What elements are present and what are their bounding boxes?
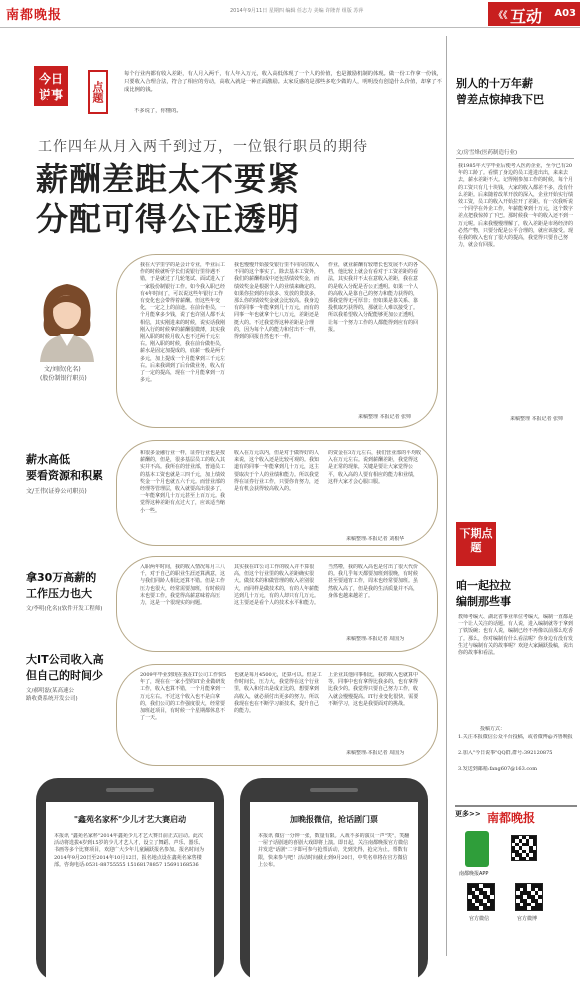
story1-col-3: 的资金在3万元左右，我们营业部的平均收入在万元左右。说到薪酬差距，我觉得这是正常的现象，关键是要让大家觉得公平，收入高的人要有相应的能力和业绩，这样大家才会心服口服。 [328, 450, 422, 485]
story3-col-3: 上企业其他同事相比，我的收入也就算中等，同事中也有拿得比我多的，也有拿得比我少的。我觉得只要自己努力工作，收入就会慢慢提高。IT行业变化很快，需要不断学习，这也是我要面对的挑战。 [328, 672, 419, 707]
article-title-line1: 薪酬差距太不要紧 [36, 160, 301, 198]
article-subtitle: 工作四年从月入两千到过万，一位银行职员的期待 [38, 139, 368, 155]
right-rule [456, 158, 574, 159]
main-col-3: 作业，就业薪酬有较增长也发展不大的各档，他比较上就会有看对于工资差距的看法，其实我并不太在意收入差距，我在意的是收入分配是否公正透明。如果一个人的高收入是靠自己的努力和能力获得的，那我觉得无可厚非；但如果是靠关系、靠投机取巧获得的，那就让人难以接受了。所以我希望收入分配能够更加公正透明，让每一个努力工作的人都能得到应有的回报。 [328, 262, 419, 333]
author-avatar [30, 270, 104, 362]
next-title-line2: 编制那些事 [456, 595, 511, 608]
story1-note: 来稿整理:本报记者 刘根华 [346, 536, 405, 542]
phone2-body: 本报讯 微信一分钟一张，数量有限。入戏不多的演员一声"笑"，笑翻一屋子话剧迷的喜剧大戏即将上演。即日起，关注南都晚报官方微信并发送"话剧"二字即可参与抢票活动，先到先得，抢完为止。票数有限，快来参与吧！活动时间截止到9月20日，中奖名单将在官方微信上公布。 [258, 833, 410, 868]
main-col-2: 我也慢慢开始接受银行里不同岗位收入不同的这个事实了。除去基本工资外，我们的薪酬构成中还包括绩效奖金，而绩效奖金是根据个人的业绩来确定的。如果你拉到的存款多、发放的贷款多，那么你的绩效奖金就会比较高。我身边有的同事一年能拿到几十万元，而有的同事一年也就拿个七八万元，差距还是挺大的。不过我觉得这种差距是合理的，因为每个人的能力和付出不一样，得到的回报自然也不一样。 [234, 262, 320, 341]
story2-col-2: 其实我在IT公司工作的收入并不算很高，但这个行业里的收入差距确实很大。做技术的和做管理的收入差别很大，而同样是做技术的，有的人年薪能达到几十万元，有的人却只有几万元。这主要还是看个人的技术水平和能力。 [234, 564, 320, 607]
phone-ad-1 [36, 778, 224, 981]
story2-author: 文/李明(化名)(软件开发工程师) [26, 606, 103, 612]
today-label: 今日说事 [34, 66, 68, 106]
app-label: 南都晚报APP [459, 871, 489, 877]
right-body: 我1985年大学毕业后便考入医药企业，至今已有20年的工龄了。看惯了身边的员工进进出出，来来去去，薪水差距不大。记得刚参加工作的时候，每个月的工资只有几十块钱，大家的收入都差不多，没有什么差距。后来随着改革开放的深入，企业开始实行绩效工资，员工的收入开始拉开了差距。有一次我听说一个同学在外企工作，年薪能拿到十万元，这个数字差点把我惊掉了下巴。那时候我一年的收入还不到一万元呢。后来我慢慢理解了，收入差距是市场经济的必然产物，只要分配是公平合理的，就应该接受。现在我的收入也有了很大的提高，我觉得只要自己努力，就会有回报。 [458, 163, 574, 249]
intro-text: 每个行业内都有收入差距，有人月入两千，有人年入万元，收入高低体现了一个人的价值，也是激励机制的体现。做一份工作拿一份钱，只要收入合理合法，符合了相应的劳动，高收入就是一种正面激励。太家反感的是那些多吃少做的人，明明没有创造什么价值，却拿了不成比例的钱。 [124, 71, 442, 93]
app-icon[interactable] [465, 831, 489, 867]
story3-author-line1: 文/郝明磊(某高速公 [26, 688, 74, 694]
phone2-title: 加晚报微信，抢话剧门票 [290, 815, 378, 824]
next-title-line1: 咱一起拉拉 [456, 579, 511, 592]
phone1-title: "鑫苑名家杯"少儿才艺大赛启动 [73, 815, 187, 824]
story2-title-line1: 拿30万高薪的 [26, 571, 97, 584]
more-box [455, 805, 577, 933]
qr-code-weibo-icon [515, 883, 543, 911]
chevron-double-icon: 《《 [494, 11, 508, 21]
today-label-pointer [45, 96, 57, 104]
right-author: 文/房雪烽(医药制造行业) [456, 150, 518, 156]
more-logo: 南都晚报 [487, 811, 536, 825]
column-divider [446, 36, 447, 956]
author-name: 文/刘欣(化名) [44, 366, 81, 373]
more-label: 更多>> [455, 810, 481, 818]
author-role: (股份制银行职员) [40, 375, 87, 382]
phone-screen-2 [250, 802, 418, 981]
article-title-line2: 分配可得公正透明 [36, 200, 301, 238]
main-col-1: 我在大学里学的是会计专业，毕业后工作的时候就听学长们说银行里待遇不错，于是就过了几轮笔试、面试进入了一家股份制银行工作。如今我入职已经有4年时间了，可以说这些年银行工作有变化也会带得着薪酬。但这些年变化，一定之上的前途。在前台柜员，一个月能拿多少钱，说了也许别人都不太相信，其实刚进来的时候，说实话我刚刚入行的时候拿的薪酬很微薄，其实我刚入职的时候月收入也不过两千元左右。刚入职的时候，我在前台做柜员，薪水是固定加提成的，底薪一般是两千多元，加上提成一个月能拿到三千元左右。后来我调到了后台做业务，收入有了一定的提高，现在一个月能拿到一万多元。 [140, 262, 226, 384]
story3-col-1: 2009年毕业到现在我在IT公司工作快5年了，现在在一家小型的IT企业做研发工作，收入也算不错，一个月能拿到一万元左右。不过这个收入也不是白拿的，我们公司的工作强度很大，经常要加班赶项目，有时候一个星期都休息不了一天。 [140, 672, 227, 722]
story3-author-line2: 路收费系统开发公司) [26, 696, 78, 702]
next-body: 教师考编大、湖北省事业单位考编大，编制一直都是一个让人关注的话题。有人说，进入编制就等于拿到了铁饭碗；也有人说，编制已经不再像以前那么吃香了。那么，你对编制有什么看法呢？你身边有没有发生过与编制有关的故事呢？欢迎大家踊跃投稿，说出你的故事和看法。 [458, 614, 574, 657]
next-label: 下期点题 [456, 522, 496, 566]
phone-ad-2 [240, 778, 428, 981]
wechat-label: 官方微信 [469, 916, 490, 922]
story2-col-3: 当然啦，我的收入高也是付出了很大代价的。我几乎每天都要加班到很晚，有时候甚至要通宵工作，周末也经常要加班。虽然收入高了，但是我的生活质量并不高，身体也越来越差了。 [328, 564, 419, 599]
story1-title-line2: 要看资源和积累 [26, 469, 103, 482]
story2-title-line2: 工作压力也大 [26, 587, 92, 600]
right-note: 来稿整理 本报记者 张帅 [510, 416, 564, 422]
qr-code-wechat-icon [467, 883, 495, 911]
newspaper-logo: 南都晚报 [6, 8, 63, 23]
story3-note: 来稿整理:本报记者 周国为 [346, 750, 405, 756]
page-number: A03 [554, 8, 576, 19]
right-title-line1: 别人的十万年薪 [456, 77, 533, 90]
phone-speaker [106, 788, 154, 792]
story1-col-2: 收入在万元以内，但是对于做得好的人来说，这个收入还是比较可观的。我知道有的同事一年能拿到几十万元，这主要取决于个人的业绩和能力。所以我觉得在证券行业工作，只要你肯努力，还是有机会获得较高收入的。 [234, 450, 320, 493]
story2-note: 来稿整理:本报记者 周国为 [346, 636, 405, 642]
story3-title-line2: 但自己的时间少 [26, 669, 103, 682]
how-2: 2.加入"今日说事"QQ群,群号:392120875 [458, 750, 553, 756]
section-label: 互动 [510, 7, 543, 26]
how-title: 投稿方式： [480, 726, 506, 732]
story2-col-1: 入职两年时间，我的收入情况每月三八千，对于自己的职业生涯还算满意，这与我们同龄人相比还算不错。但是工作压力也很大，经常需要加班，有时候周末也要工作。我觉得高薪意味着高压力，这是一个很现实的问题。 [140, 564, 226, 607]
header-rule [0, 27, 580, 28]
how-1: 1.关注本报微信公众平台投稿，或者微博@齐鲁晚报 [458, 734, 573, 740]
phone-screen-1 [46, 802, 214, 981]
pin-label: 点题 [88, 70, 108, 114]
story1-col-1: 和很多金融行业一样，证券行业也是按薪酬的，但是，很多基层员工的收入其实并不高。我所在的营业部，普通员工的基本工资也就是三四千元，加上绩效奖金一个月也就五六千元。而营业部的经理等管理层，收入就要高出很多了，一年能拿到几十万元甚至上百万元。我觉得这种差距有点过大了，应该适当缩小一些。 [140, 450, 226, 514]
story3-title-line1: 大IT公司收入高 [26, 653, 104, 666]
issue-meta: 2014年9月11日 星期四 编辑 任志力 美编 许隆青 组版 苏萍 [230, 8, 364, 14]
section-tag [488, 2, 580, 26]
phone1-body: 本报讯 "鑫苑名家杯"2014年鑫苑少儿才艺大赛日前正式启动。此次活动将选拔4岁到15岁的少儿才艺人才，设立了舞蹈、声乐、器乐、书画等多个比赛项目，欢迎广大少年儿童踊跃报名参加。报名时间为2014年9月20日至2014年10月12日，报名地点设在鑫苑名家售楼部。咨询电话:0531-88755555 15168178857 15691168536 [54, 833, 205, 868]
right-title-line2: 曾差点惊掉我下巴 [456, 93, 544, 106]
intro-text-2: 不多说了，你懂的。 [134, 108, 182, 114]
story1-author: 文/王伟(证券公司职员) [26, 488, 87, 495]
main-note: 来稿整理 本报记者 张帅 [358, 414, 412, 420]
qr-code-app-icon [511, 835, 537, 861]
story3-col-2: 也就是每月4500元，还算可以。但是工作时间长，压力大，我觉得在这个行业里，收入和付出是成正比的，想要拿到高收入，就必须付出更多的努力。所以我现在也在不断学习新技术，提升自己的能力。 [234, 672, 322, 715]
story1-title-line1: 薪水高低 [26, 453, 70, 466]
weibo-label: 官方微博 [517, 916, 538, 922]
how-3: 3.发送到邮箱:fang607@163.com [458, 766, 537, 772]
phone-speaker-2 [310, 788, 358, 792]
